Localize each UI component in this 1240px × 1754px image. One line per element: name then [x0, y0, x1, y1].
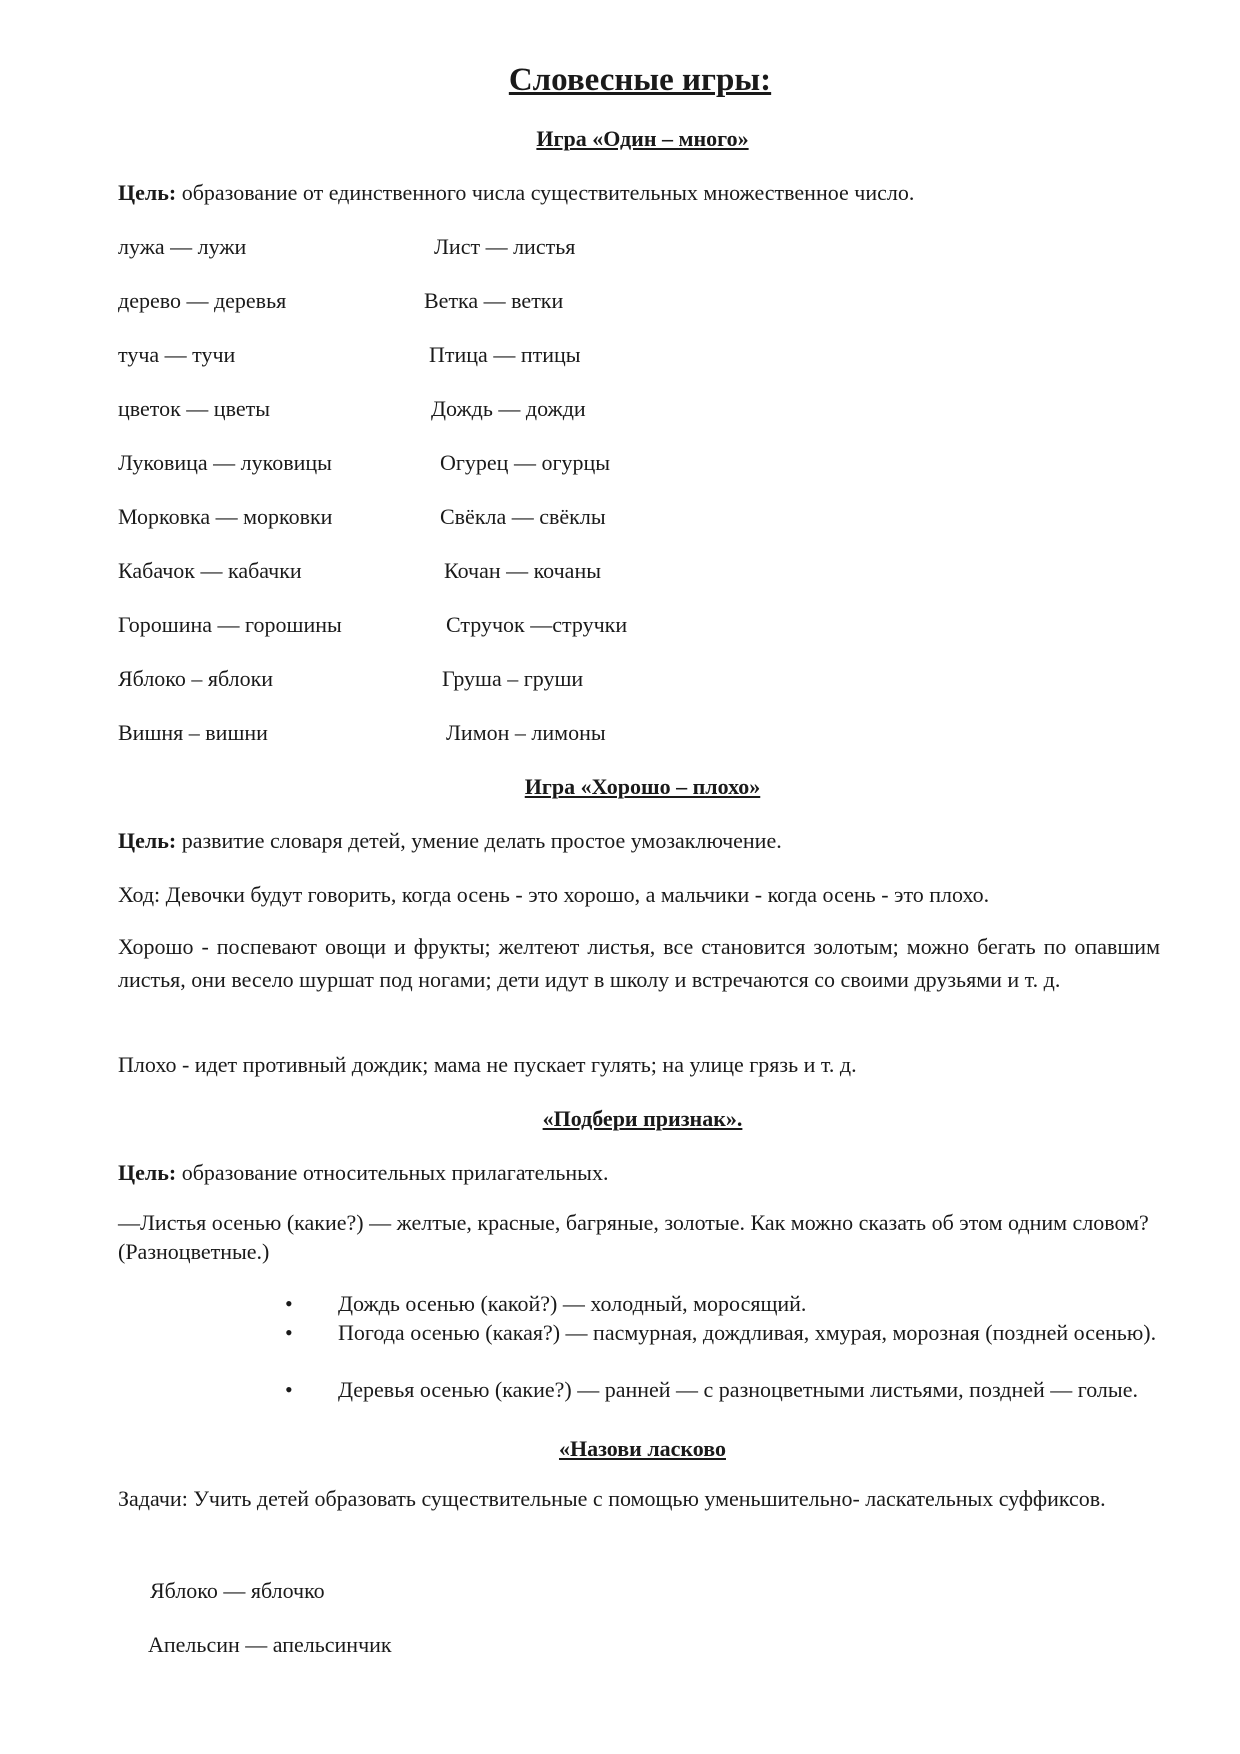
bullet-text: Деревья осенью (какие?) — ранней — с разноцветными листьями, поздней — голые.: [338, 1377, 1138, 1402]
pair-right-10: Лимон – лимоны: [446, 720, 606, 745]
game3-intro: —Листья осенью (какие?) — желтые, красные, багряные, золотые. Как можно сказать об этом одним словом? (Разноцветные.): [118, 1210, 1149, 1264]
game2-heading: Игра «Хорошо – плохо»: [524, 774, 761, 799]
pair-left-8: Горошина — горошины: [118, 612, 342, 637]
example-2: Апельсин — апельсинчик: [148, 1632, 392, 1657]
game2-move: Ход: Девочки будут говорить, когда осень - это хорошо, а мальчики - когда осень - это плохо.: [118, 882, 990, 907]
bullet-icon: •: [285, 1320, 293, 1345]
goal-text: образование относительных прилагательных.: [176, 1160, 609, 1185]
pair-right-3: Птица — птицы: [429, 342, 581, 367]
game3-heading: «Подбери признак».: [542, 1106, 743, 1131]
pair-right-2: Ветка — ветки: [424, 288, 564, 313]
bullet-icon: •: [285, 1291, 293, 1316]
game4-heading: «Назови ласково: [558, 1436, 726, 1461]
goal-text: образование от единственного числа существительных множественное число.: [176, 180, 915, 205]
pair-right-1: Лист — листья: [434, 234, 576, 259]
bullet-icon: •: [285, 1377, 293, 1402]
list-item: [192, 1319, 1160, 1347]
game4-tasks: Задачи: Учить детей образовать существительные с помощью уменьшительно- ласкательных суффиксов.: [118, 1486, 1106, 1511]
pair-right-8: Стручок —стручки: [446, 612, 628, 637]
page-title: Словесные игры:: [508, 62, 772, 98]
pair-left-5: Луковица — луковицы: [118, 450, 332, 475]
pair-left-2: дерево — деревья: [118, 288, 287, 313]
game1-goal: [118, 180, 914, 206]
goal-label: Цель:: [118, 828, 177, 853]
pair-left-3: туча — тучи: [118, 342, 236, 367]
pair-right-7: Кочан — кочаны: [444, 558, 601, 583]
bullet-text: Дождь осенью (какой?) — холодный, моросящий.: [338, 1291, 807, 1316]
pair-right-6: Свёкла — свёклы: [440, 504, 606, 529]
goal-text: развитие словаря детей, умение делать простое умозаключение.: [176, 828, 782, 853]
pair-left-7: Кабачок — кабачки: [118, 558, 302, 583]
game3-goal: [118, 1160, 608, 1186]
pair-left-6: Морковка — морковки: [118, 504, 333, 529]
pair-left-10: Вишня – вишни: [118, 720, 268, 745]
pair-right-9: Груша – груши: [442, 666, 584, 691]
game2-bad: Плохо - идет противный дождик; мама не пускает гулять; на улице грязь и т. д.: [118, 1052, 857, 1077]
game2-good: Хорошо - поспевают овощи и фрукты; желтеют листья, все становится золотым; можно бегать по опавшим листья, они весело шуршат под ногами; дети идут в школу и встречаются со своими друзьями и т. д.: [118, 934, 1160, 992]
pair-left-1: лужа — лужи: [118, 234, 247, 259]
goal-label: Цель:: [118, 180, 177, 205]
game1-heading: Игра «Один – много»: [536, 126, 749, 151]
bullet-text: Погода осенью (какая?) — пасмурная, дождливая, хмурая, морозная (поздней осенью).: [338, 1320, 1157, 1345]
example-1: Яблоко — яблочко: [150, 1578, 325, 1603]
pair-left-4: цветок — цветы: [118, 396, 271, 421]
pair-right-5: Огурец — огурцы: [440, 450, 611, 475]
goal-label: Цель:: [118, 1160, 177, 1185]
pair-right-4: Дождь — дожди: [431, 396, 586, 421]
list-item: [192, 1290, 1160, 1318]
game2-goal: [118, 828, 782, 854]
list-item: [192, 1376, 1160, 1404]
pair-left-9: Яблоко – яблоки: [118, 666, 274, 691]
